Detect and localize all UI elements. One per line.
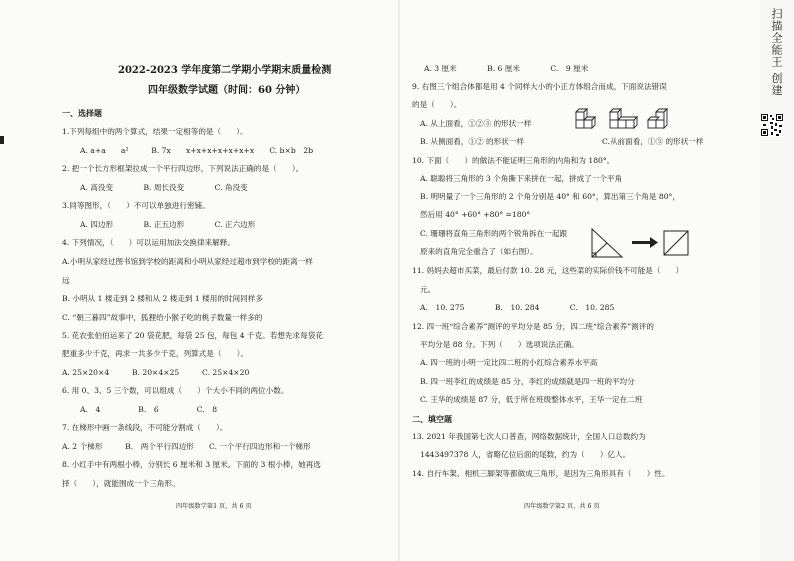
q9-option-c: C.从前面看，①③ 的形状一样 (602, 137, 704, 146)
exam-header-title: 2022-2023 学年度第二学期小学期末质量检测 (118, 65, 332, 76)
q12-stem: 12. 四一班“综合素养”测评的平均分是 85 分，四二班“综合素养”测评的 (412, 322, 654, 331)
q4-option-a: A.小明从家经过图书馆到学校的距离和小明从家经过超市到学校的距离一样 (62, 257, 313, 266)
q6-stem: 6. 用 0、3、5 三个数，可以组成（ ）个大小不同的两位小数。 (62, 386, 289, 395)
binding-mark-icon (0, 136, 4, 144)
q8-stem-cont: 择（ ），就能围成一个三角形。 (62, 479, 180, 488)
q9-stem-cont: 的是（ ）。 (412, 100, 462, 109)
q8-options: A. 3 厘米 B. 6 厘米 C. 9 厘米 (424, 64, 589, 73)
q10-option-c-cont: 原来的直角完全重合了（如右图）。 (420, 247, 538, 256)
q11-stem-cont: 元。 (420, 285, 436, 294)
q7-stem: 7. 在梯形中画一条线段，不可能分割成（ ）。 (62, 423, 228, 432)
q9-option-a: A. 从上面看，①②③ 的形状一样 (420, 119, 532, 128)
page-fold (398, 0, 400, 561)
q9-option-b: B. 从侧面看，①② 的形状一样 (420, 137, 524, 146)
q4-option-b: B. 小明从 1 楼走到 2 楼和从 2 楼走到 1 楼用的时间同样多 (62, 294, 263, 303)
q2-options: A. 高没变 B. 周长没变 C. 角没变 (80, 183, 248, 192)
qr-code-icon (760, 113, 784, 137)
q6-options: A. 4 B. 6 C. 8 (80, 405, 218, 414)
q12-option-a: A. 四一班的小明一定比四二班的小红综合素养水平高 (420, 358, 598, 367)
left-page-footer: 四年级数学第1 页，共 6 页 (176, 503, 252, 510)
q4-option-a-cont: 远 (62, 276, 70, 285)
q9-stem: 9. 右图三个组合体都是用 4 个同样大小的小正方体组合而成，下面说法错误 (412, 82, 667, 91)
q7-options: A. 2 个梯形 B. 两个平行四边形 C. 一个平行四边形和一个梯形 (62, 442, 311, 451)
q10-stem: 10. 下面（ ）的做法不能证明三角形的内角和为 180°。 (412, 156, 615, 165)
q10-option-a: A. 聪聪将三角形的 3 个角撕下来拼在一起，拼成了一个平角 (420, 174, 623, 183)
q3-options: A. 四边形 B. 正五边形 C. 正六边形 (80, 220, 256, 229)
right-page-footer: 四年级数学第2 页，共 6 页 (524, 503, 600, 510)
q11-options: A. 10. 275 B. 10. 284 C. 10. 285 (420, 303, 615, 312)
q1-stem: 1.下列每组中的两个算式，结果一定相等的是（ ）。 (62, 127, 248, 136)
q13-stem-cont: 1443497378 人，省略亿位后面的尾数，约为（ ）亿人。 (420, 450, 631, 459)
scanner-watermark: 扫描全能王 创建 (770, 8, 783, 97)
q1-options: A. a+a a² B. 7x x+x+x+x+x+x+x C. b×b 2b (80, 146, 314, 155)
exam-title: 四年级数学试题（时间：60 分钟） (148, 85, 306, 96)
q12-stem-cont: 平均分是 88 分。下列（ ）选项说法正确。 (420, 340, 579, 349)
q3-stem: 3.同等图形，（ ）不可以单独进行密铺。 (62, 201, 210, 210)
q10-option-c: C. 珊珊将直角三角形的两个锐角拆在一起跟 (420, 229, 568, 238)
q12-option-c: C. 王华的成绩是 87 分，低于所在班级整体水平，王华一定在二班 (420, 395, 643, 404)
q2-stem: 2. 把一个长方形框架拉成一个平行四边形，下列说法正确的是（ ）。 (62, 164, 304, 173)
q8-stem: 8. 小红手中有两根小棒，分别长 6 厘米和 3 厘米。下面的 3 根小棒，她再选 (62, 460, 321, 469)
triangle-diagram-icon (588, 225, 698, 261)
cube-figures-icon (574, 106, 670, 132)
q5-options: A. 25×20×4 B. 20×4×25 C. 25×4×20 (62, 368, 250, 377)
section-fill-heading: 二、填空题 (412, 414, 452, 424)
q10-option-b: B. 明明量了一个三角形的 2 个角分别是 40° 和 60°，算出第三个角是 80°， (420, 192, 680, 201)
q4-option-c: C. “朝三暮四”故事中，狐狸给小猴子吃的桃子数量一样多的 (62, 313, 263, 322)
q5-stem: 5. 花农张伯伯运来了 20 袋花肥，每袋 25 包，每包 4 千克。若想先求每袋花 (62, 331, 323, 340)
q4-stem: 4. 下列情况，（ ）可以运用加法交换律来解释。 (62, 238, 235, 247)
q14-stem: 14. 自行车架、相机三脚架等都做成三角形，是因为三角形具有（ ）性。 (412, 469, 670, 478)
q12-option-b: B. 四一班李红的成绩是 85 分，李红的成绩就是四一班的平均分 (420, 377, 635, 386)
section-choice-heading: 一、选择题 (62, 108, 102, 118)
q5-stem-cont: 肥重多少千克，再求一共多少千克，列算式是（ ）。 (62, 349, 249, 358)
q13-stem: 13. 2021 年我国第七次人口普查，网络数据统计，全国人口总数约为 (412, 432, 646, 441)
q11-stem: 11. 妈妈去超市买菜，最后付款 10. 28 元，这些菜的实际价钱不可能是（ ） (412, 266, 684, 275)
q10-option-b-cont: 然后用 40° +60° +80° =180° (420, 210, 531, 219)
